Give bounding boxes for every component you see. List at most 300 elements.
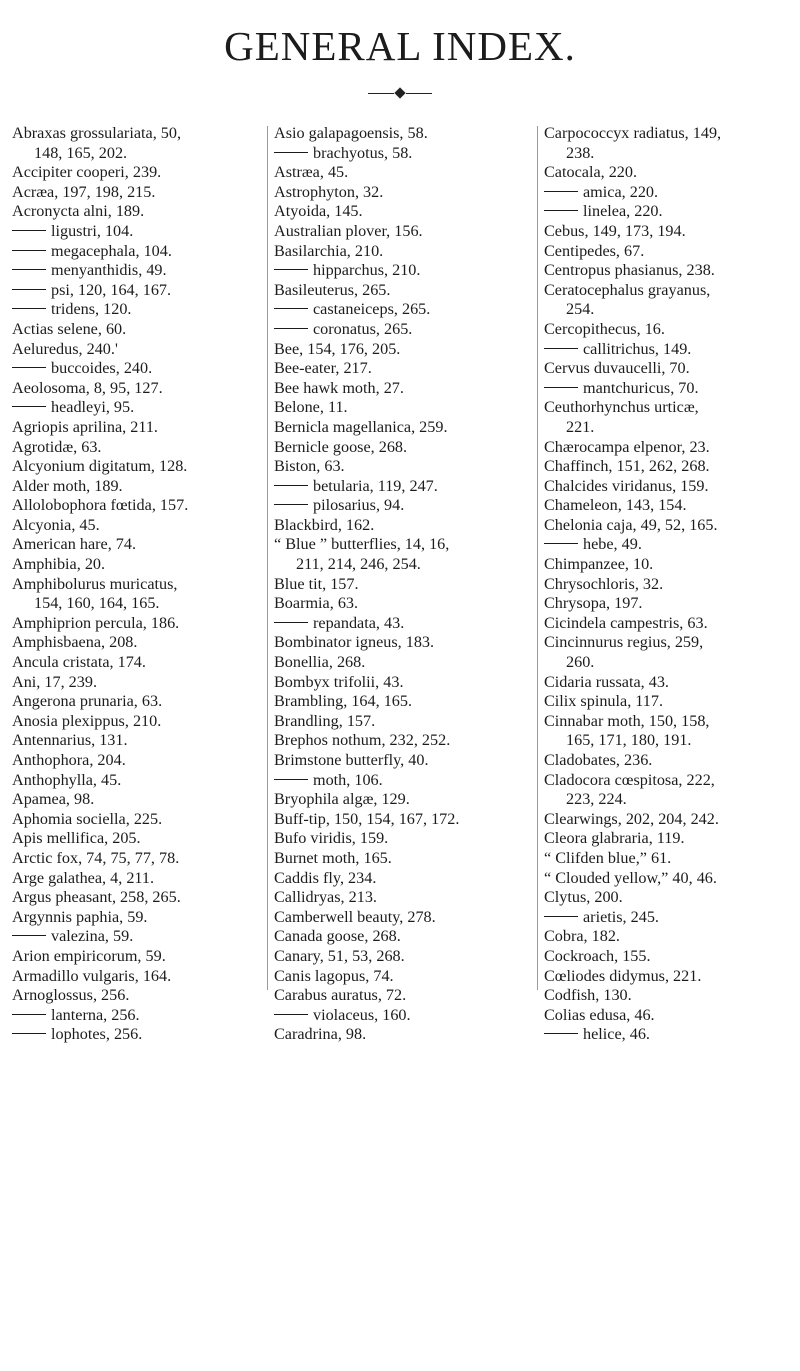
- index-subentry: [274, 614, 532, 634]
- entry-text: Chimpanzee, 10.: [544, 555, 654, 574]
- entry-text: Basilarchia, 210.: [274, 241, 384, 260]
- entry-text: Acræa, 197, 198, 215.: [12, 182, 156, 201]
- entry-text: Arge galathea, 4, 211.: [12, 868, 155, 887]
- entry-text: Argus pheasant, 258, 265.: [12, 888, 181, 907]
- entry-text: 154, 160, 164, 165.: [34, 594, 160, 613]
- entry-text: Aeolosoma, 8, 95, 127.: [12, 378, 163, 397]
- index-subentry: [12, 1006, 262, 1026]
- entry-text: “ Clifden blue,” 61.: [544, 848, 672, 867]
- ditto-dash: [12, 1014, 46, 1015]
- entry-text: headleyi, 95.: [51, 398, 135, 417]
- index-entry: [12, 418, 262, 438]
- entry-text: Chameleon, 143, 154.: [544, 496, 687, 515]
- entry-text: Cleora glabraria, 119.: [544, 829, 685, 848]
- title-ornament: [368, 88, 432, 100]
- entry-text: Abraxas grossulariata, 50,: [12, 124, 182, 142]
- entry-text: 165, 171, 180, 191.: [566, 731, 692, 750]
- index-subentry: [544, 379, 798, 399]
- index-entry: [12, 731, 262, 751]
- entry-text: Cilix spinula, 117.: [544, 692, 664, 711]
- entry-text: Cockroach, 155.: [544, 946, 651, 965]
- entry-text: violaceus, 160.: [313, 1005, 411, 1024]
- index-entry: [12, 771, 262, 791]
- entry-text: 238.: [566, 143, 595, 162]
- ornament-rule-left: [368, 93, 394, 94]
- entry-text: Brambling, 164, 165.: [274, 692, 413, 711]
- index-entry: [544, 281, 798, 320]
- index-entry: [274, 653, 532, 673]
- index-entry: [274, 633, 532, 653]
- entry-text: Agriopis aprilina, 211.: [12, 417, 158, 436]
- entry-text: Apamea, 98.: [12, 790, 95, 809]
- entry-text: Aeluredus, 240.': [12, 339, 118, 358]
- index-entry: [544, 477, 798, 497]
- index-entry: [274, 575, 532, 595]
- ditto-dash: [544, 387, 578, 388]
- entry-text: 148, 165, 202.: [34, 143, 128, 162]
- index-entry: [12, 555, 262, 575]
- index-subentry: [12, 222, 262, 242]
- entry-text: Amphibia, 20.: [12, 555, 106, 574]
- entry-text: Belone, 11.: [274, 398, 348, 417]
- entry-text: Callidryas, 213.: [274, 888, 377, 907]
- entry-text: Argynnis paphia, 59.: [12, 907, 148, 926]
- entry-text: Actias selene, 60.: [12, 319, 127, 338]
- entry-text: hebe, 49.: [583, 535, 642, 554]
- entry-text: hipparchus, 210.: [313, 261, 421, 280]
- index-entry: [12, 633, 262, 653]
- ditto-dash: [544, 916, 578, 917]
- index-entry: [274, 731, 532, 751]
- entry-text: Canada goose, 268.: [274, 927, 401, 946]
- ditto-dash: [12, 1033, 46, 1034]
- entry-text: Cidaria russata, 43.: [544, 672, 669, 691]
- index-entry: [274, 222, 532, 242]
- entry-text: Brephos nothum, 232, 252.: [274, 731, 451, 750]
- entry-text: Cobra, 182.: [544, 927, 620, 946]
- index-entry: [274, 908, 532, 928]
- index-entry: [274, 379, 532, 399]
- index-subentry: [12, 300, 262, 320]
- entry-text: “ Blue ” butterflies, 14, 16,: [274, 535, 450, 554]
- entry-text: 223, 224.: [566, 790, 627, 809]
- entry-text: brachyotus, 58.: [313, 143, 413, 162]
- entry-text: Atyoida, 145.: [274, 202, 363, 221]
- entry-text: Basileuterus, 265.: [274, 280, 391, 299]
- entry-text: 254.: [566, 300, 595, 319]
- diamond-icon: [394, 87, 405, 98]
- index-entry: [274, 810, 532, 830]
- entry-text: Camberwell beauty, 278.: [274, 907, 436, 926]
- entry-text: moth, 106.: [313, 770, 383, 789]
- index-subentry: [274, 320, 532, 340]
- index-entry: [12, 379, 262, 399]
- index-entry: [12, 947, 262, 967]
- index-entry: [544, 829, 798, 849]
- entry-text: Clearwings, 202, 204, 242.: [544, 809, 719, 828]
- index-entry: [274, 281, 532, 301]
- index-entry: [12, 888, 262, 908]
- ditto-dash: [274, 269, 308, 270]
- entry-text: Apis mellifica, 205.: [12, 829, 141, 848]
- index-subentry: [544, 908, 798, 928]
- entry-text: Carabus auratus, 72.: [274, 986, 407, 1005]
- entry-text: Cincinnurus regius, 259,: [544, 633, 704, 652]
- index-entry: [12, 477, 262, 497]
- entry-text: pilosarius, 94.: [313, 496, 405, 515]
- entry-text: Allolobophora fœtida, 157.: [12, 496, 189, 515]
- index-entry: [274, 202, 532, 222]
- index-entry: [544, 927, 798, 947]
- entry-text: Anosia plexippus, 210.: [12, 711, 162, 730]
- entry-text: Armadillo vulgaris, 164.: [12, 966, 172, 985]
- entry-text: Alder moth, 189.: [12, 476, 123, 495]
- entry-text: 260.: [566, 653, 595, 672]
- index-subentry: [544, 535, 798, 555]
- index-entry: [544, 712, 798, 751]
- entry-text: Chalcides viridanus, 159.: [544, 476, 709, 495]
- entry-text: repandata, 43.: [313, 613, 405, 632]
- entry-text: Chelonia caja, 49, 52, 165.: [544, 515, 718, 534]
- entry-text: Boarmia, 63.: [274, 594, 359, 613]
- index-entry: [544, 398, 798, 437]
- index-entry: [12, 692, 262, 712]
- index-entry: [274, 398, 532, 418]
- index-entry: [544, 751, 798, 771]
- entry-text: Aphomia sociella, 225.: [12, 809, 163, 828]
- ditto-dash: [12, 406, 46, 407]
- entry-text: menyanthidis, 49.: [51, 261, 167, 280]
- ditto-dash: [274, 622, 308, 623]
- entry-text: Chaffinch, 151, 262, 268.: [544, 457, 710, 476]
- entry-text: Codfish, 130.: [544, 986, 632, 1005]
- index-subentry: [274, 144, 532, 164]
- index-subentry: [274, 261, 532, 281]
- entry-text: Ancula cristata, 174.: [12, 653, 146, 672]
- entry-text: Centropus phasianus, 238.: [544, 261, 715, 280]
- index-entry: [274, 340, 532, 360]
- index-entry: [544, 869, 798, 889]
- index-entry: [274, 751, 532, 771]
- index-entry: [12, 712, 262, 732]
- entry-text: Cinnabar moth, 150, 158,: [544, 711, 710, 730]
- index-entry: [544, 261, 798, 281]
- entry-text: Bee, 154, 176, 205.: [274, 339, 401, 358]
- ditto-dash: [544, 191, 578, 192]
- entry-text: Bufo viridis, 159.: [274, 829, 389, 848]
- column-divider-1: [267, 126, 268, 990]
- entry-text: Ceuthorhynchus urticæ,: [544, 398, 699, 417]
- index-entry: [544, 496, 798, 516]
- index-entry: [544, 320, 798, 340]
- entry-text: Cercopithecus, 16.: [544, 319, 665, 338]
- entry-text: Arnoglossus, 256.: [12, 986, 130, 1005]
- index-entry: [544, 771, 798, 810]
- index-entry: [12, 320, 262, 340]
- ditto-dash: [274, 328, 308, 329]
- ditto-dash: [12, 308, 46, 309]
- entry-text: American hare, 74.: [12, 535, 137, 554]
- entry-text: Chrysochloris, 32.: [544, 574, 664, 593]
- index-entry: [12, 202, 262, 222]
- entry-text: Anthophylla, 45.: [12, 770, 122, 789]
- entry-text: Bee hawk moth, 27.: [274, 378, 404, 397]
- entry-text: Anthophora, 204.: [12, 751, 126, 769]
- ditto-dash: [544, 348, 578, 349]
- entry-text: Blue tit, 157.: [274, 574, 359, 593]
- index-entry: [12, 790, 262, 810]
- index-entry: [544, 810, 798, 830]
- index-entry: [274, 712, 532, 732]
- entry-text: Cladocora cœspitosa, 222,: [544, 770, 715, 789]
- entry-text: Bernicla magellanica, 259.: [274, 417, 448, 436]
- index-entry: [274, 692, 532, 712]
- entry-text: Bernicle goose, 268.: [274, 437, 408, 456]
- index-subentry: [274, 496, 532, 516]
- index-entry: [274, 673, 532, 693]
- entry-text: 221.: [566, 417, 595, 436]
- index-entry: [544, 457, 798, 477]
- index-entry: [544, 673, 798, 693]
- index-entry: [12, 163, 262, 183]
- column-divider-2: [537, 126, 538, 990]
- entry-text: callitrichus, 149.: [583, 339, 692, 358]
- entry-text: Agrotidæ, 63.: [12, 437, 102, 456]
- index-entry: [12, 673, 262, 693]
- index-entry: [544, 163, 798, 183]
- entry-text: mantchuricus, 70.: [583, 378, 699, 397]
- ditto-dash: [274, 779, 308, 780]
- entry-text: betularia, 119, 247.: [313, 476, 438, 495]
- entry-text: Burnet moth, 165.: [274, 848, 392, 867]
- entry-text: Cicindela campestris, 63.: [544, 613, 708, 632]
- index-column-1: [12, 124, 262, 1045]
- entry-text: Cœliodes didymus, 221.: [544, 966, 702, 985]
- index-entry: [544, 516, 798, 536]
- index-entry: [12, 340, 262, 360]
- index-entry: [544, 359, 798, 379]
- entry-text: Buff-tip, 150, 154, 167, 172.: [274, 809, 460, 828]
- index-subentry: [274, 300, 532, 320]
- ditto-dash: [12, 230, 46, 231]
- entry-text: Bonellia, 268.: [274, 653, 366, 672]
- entry-text: Biston, 63.: [274, 457, 345, 476]
- entry-text: ligustri, 104.: [51, 221, 134, 240]
- index-entry: [12, 614, 262, 634]
- ditto-dash: [274, 504, 308, 505]
- entry-text: Caddis fly, 234.: [274, 868, 377, 887]
- index-entry: [12, 457, 262, 477]
- index-entry: [274, 888, 532, 908]
- index-entry: [12, 575, 262, 614]
- index-subentry: [12, 261, 262, 281]
- index-subentry: [544, 202, 798, 222]
- index-entry: [544, 614, 798, 634]
- entry-text: Centipedes, 67.: [544, 241, 645, 260]
- entry-text: lanterna, 256.: [51, 1005, 140, 1024]
- entry-text: Canis lagopus, 74.: [274, 966, 394, 985]
- index-entry: [544, 222, 798, 242]
- index-subentry: [544, 1025, 798, 1045]
- entry-text: Amphiprion percula, 186.: [12, 613, 180, 632]
- entry-text: tridens, 120.: [51, 300, 132, 319]
- index-subentry: [12, 242, 262, 262]
- entry-text: Ceratocephalus grayanus,: [544, 280, 711, 299]
- entry-text: Arctic fox, 74, 75, 77, 78.: [12, 848, 180, 867]
- index-subentry: [12, 359, 262, 379]
- index-entry: [12, 124, 262, 163]
- index-entry: [12, 810, 262, 830]
- entry-text: Brandling, 157.: [274, 711, 376, 730]
- entry-text: arietis, 245.: [583, 907, 659, 926]
- index-entry: [274, 163, 532, 183]
- index-subentry: [12, 398, 262, 418]
- index-entry: [12, 183, 262, 203]
- index-entry: [544, 438, 798, 458]
- entry-text: Bryophila algæ, 129.: [274, 790, 410, 809]
- entry-text: Australian plover, 156.: [274, 221, 423, 240]
- index-entry: [544, 947, 798, 967]
- index-entry: [544, 242, 798, 262]
- page-title: GENERAL INDEX.: [224, 23, 576, 69]
- ditto-dash: [12, 250, 46, 251]
- index-entry: [544, 888, 798, 908]
- entry-text: 211, 214, 246, 254.: [296, 555, 421, 574]
- entry-text: Asio galapagoensis, 58.: [274, 124, 428, 142]
- index-entry: [544, 692, 798, 712]
- index-column-3: [544, 124, 798, 1045]
- index-entry: [12, 986, 262, 1006]
- ditto-dash: [12, 367, 46, 368]
- index-entry: [544, 575, 798, 595]
- entry-text: castaneiceps, 265.: [313, 300, 431, 319]
- index-subentry: [12, 1025, 262, 1045]
- index-subentry: [12, 281, 262, 301]
- index-entry: [274, 829, 532, 849]
- index-entry: [274, 242, 532, 262]
- entry-text: lophotes, 256.: [51, 1025, 143, 1044]
- index-entry: [544, 594, 798, 614]
- entry-text: Astrophyton, 32.: [274, 182, 384, 201]
- index-subentry: [274, 1006, 532, 1026]
- index-subentry: [274, 771, 532, 791]
- index-entry: [544, 1006, 798, 1026]
- entry-text: Bee-eater, 217.: [274, 359, 372, 378]
- index-entry: [12, 751, 262, 771]
- entry-text: Clytus, 200.: [544, 888, 623, 907]
- index-entry: [12, 653, 262, 673]
- index-entry: [274, 124, 532, 144]
- index-entry: [544, 124, 798, 163]
- ornament-rule-right: [406, 93, 432, 94]
- index-entry: [12, 516, 262, 536]
- ditto-dash: [274, 308, 308, 309]
- index-entry: [274, 1025, 532, 1045]
- entry-text: Acronycta alni, 189.: [12, 202, 145, 221]
- entry-text: megacephala, 104.: [51, 241, 172, 260]
- ditto-dash: [274, 485, 308, 486]
- entry-text: Cladobates, 236.: [544, 751, 653, 769]
- entry-text: Canary, 51, 53, 268.: [274, 946, 405, 965]
- ditto-dash: [544, 210, 578, 211]
- entry-text: Chrysopa, 197.: [544, 594, 643, 613]
- ditto-dash: [12, 935, 46, 936]
- index-entry: [274, 849, 532, 869]
- index-entry: [274, 947, 532, 967]
- entry-text: Cebus, 149, 173, 194.: [544, 221, 686, 240]
- entry-text: Amphibolurus muricatus,: [12, 574, 178, 593]
- entry-text: Astræa, 45.: [274, 163, 349, 182]
- entry-text: Carpococcyx radiatus, 149,: [544, 124, 722, 142]
- index-column-2: [274, 124, 532, 1045]
- index-entry: [274, 418, 532, 438]
- index-entry: [544, 849, 798, 869]
- entry-text: Caradrina, 98.: [274, 1025, 367, 1044]
- index-entry: [274, 183, 532, 203]
- index-entry: [274, 516, 532, 536]
- entry-text: buccoides, 240.: [51, 359, 153, 378]
- index-subentry: [544, 340, 798, 360]
- index-entry: [274, 359, 532, 379]
- entry-text: valezina, 59.: [51, 927, 134, 946]
- index-entry: [274, 438, 532, 458]
- ditto-dash: [12, 289, 46, 290]
- index-entry: [274, 457, 532, 477]
- entry-text: Bombinator igneus, 183.: [274, 633, 435, 652]
- index-entry: [274, 967, 532, 987]
- index-entry: [12, 849, 262, 869]
- entry-text: Catocala, 220.: [544, 163, 638, 182]
- ditto-dash: [274, 152, 308, 153]
- index-entry: [274, 594, 532, 614]
- index-entry: [12, 869, 262, 889]
- entry-text: coronatus, 265.: [313, 319, 413, 338]
- entry-text: Arion empiricorum, 59.: [12, 946, 166, 965]
- index-entry: [274, 986, 532, 1006]
- index-entry: [274, 927, 532, 947]
- index-entry: [274, 790, 532, 810]
- entry-text: Alcyonium digitatum, 128.: [12, 457, 188, 476]
- entry-text: Chærocampa elpenor, 23.: [544, 437, 710, 456]
- index-entry: [274, 869, 532, 889]
- entry-text: helice, 46.: [583, 1025, 650, 1044]
- entry-text: psi, 120, 164, 167.: [51, 280, 172, 299]
- index-entry: [12, 908, 262, 928]
- index-entry: [12, 496, 262, 516]
- entry-text: Brimstone butterfly, 40.: [274, 751, 429, 769]
- index-entry: [274, 535, 532, 574]
- entry-text: Antennarius, 131.: [12, 731, 128, 750]
- entry-text: Colias edusa, 46.: [544, 1005, 655, 1024]
- entry-text: Cervus duvaucelli, 70.: [544, 359, 690, 378]
- entry-text: Accipiter cooperi, 239.: [12, 163, 162, 182]
- entry-text: Bombyx trifolii, 43.: [274, 672, 404, 691]
- index-entry: [12, 829, 262, 849]
- ditto-dash: [544, 543, 578, 544]
- index-subentry: [12, 927, 262, 947]
- index-entry: [544, 555, 798, 575]
- entry-text: Alcyonia, 45.: [12, 515, 100, 534]
- index-entry: [544, 986, 798, 1006]
- ditto-dash: [544, 1033, 578, 1034]
- index-subentry: [544, 183, 798, 203]
- entry-text: Ani, 17, 239.: [12, 672, 97, 691]
- entry-text: Angerona prunaria, 63.: [12, 692, 163, 711]
- ditto-dash: [274, 1014, 308, 1015]
- ditto-dash: [12, 269, 46, 270]
- entry-text: linelea, 220.: [583, 202, 663, 221]
- entry-text: amica, 220.: [583, 182, 659, 201]
